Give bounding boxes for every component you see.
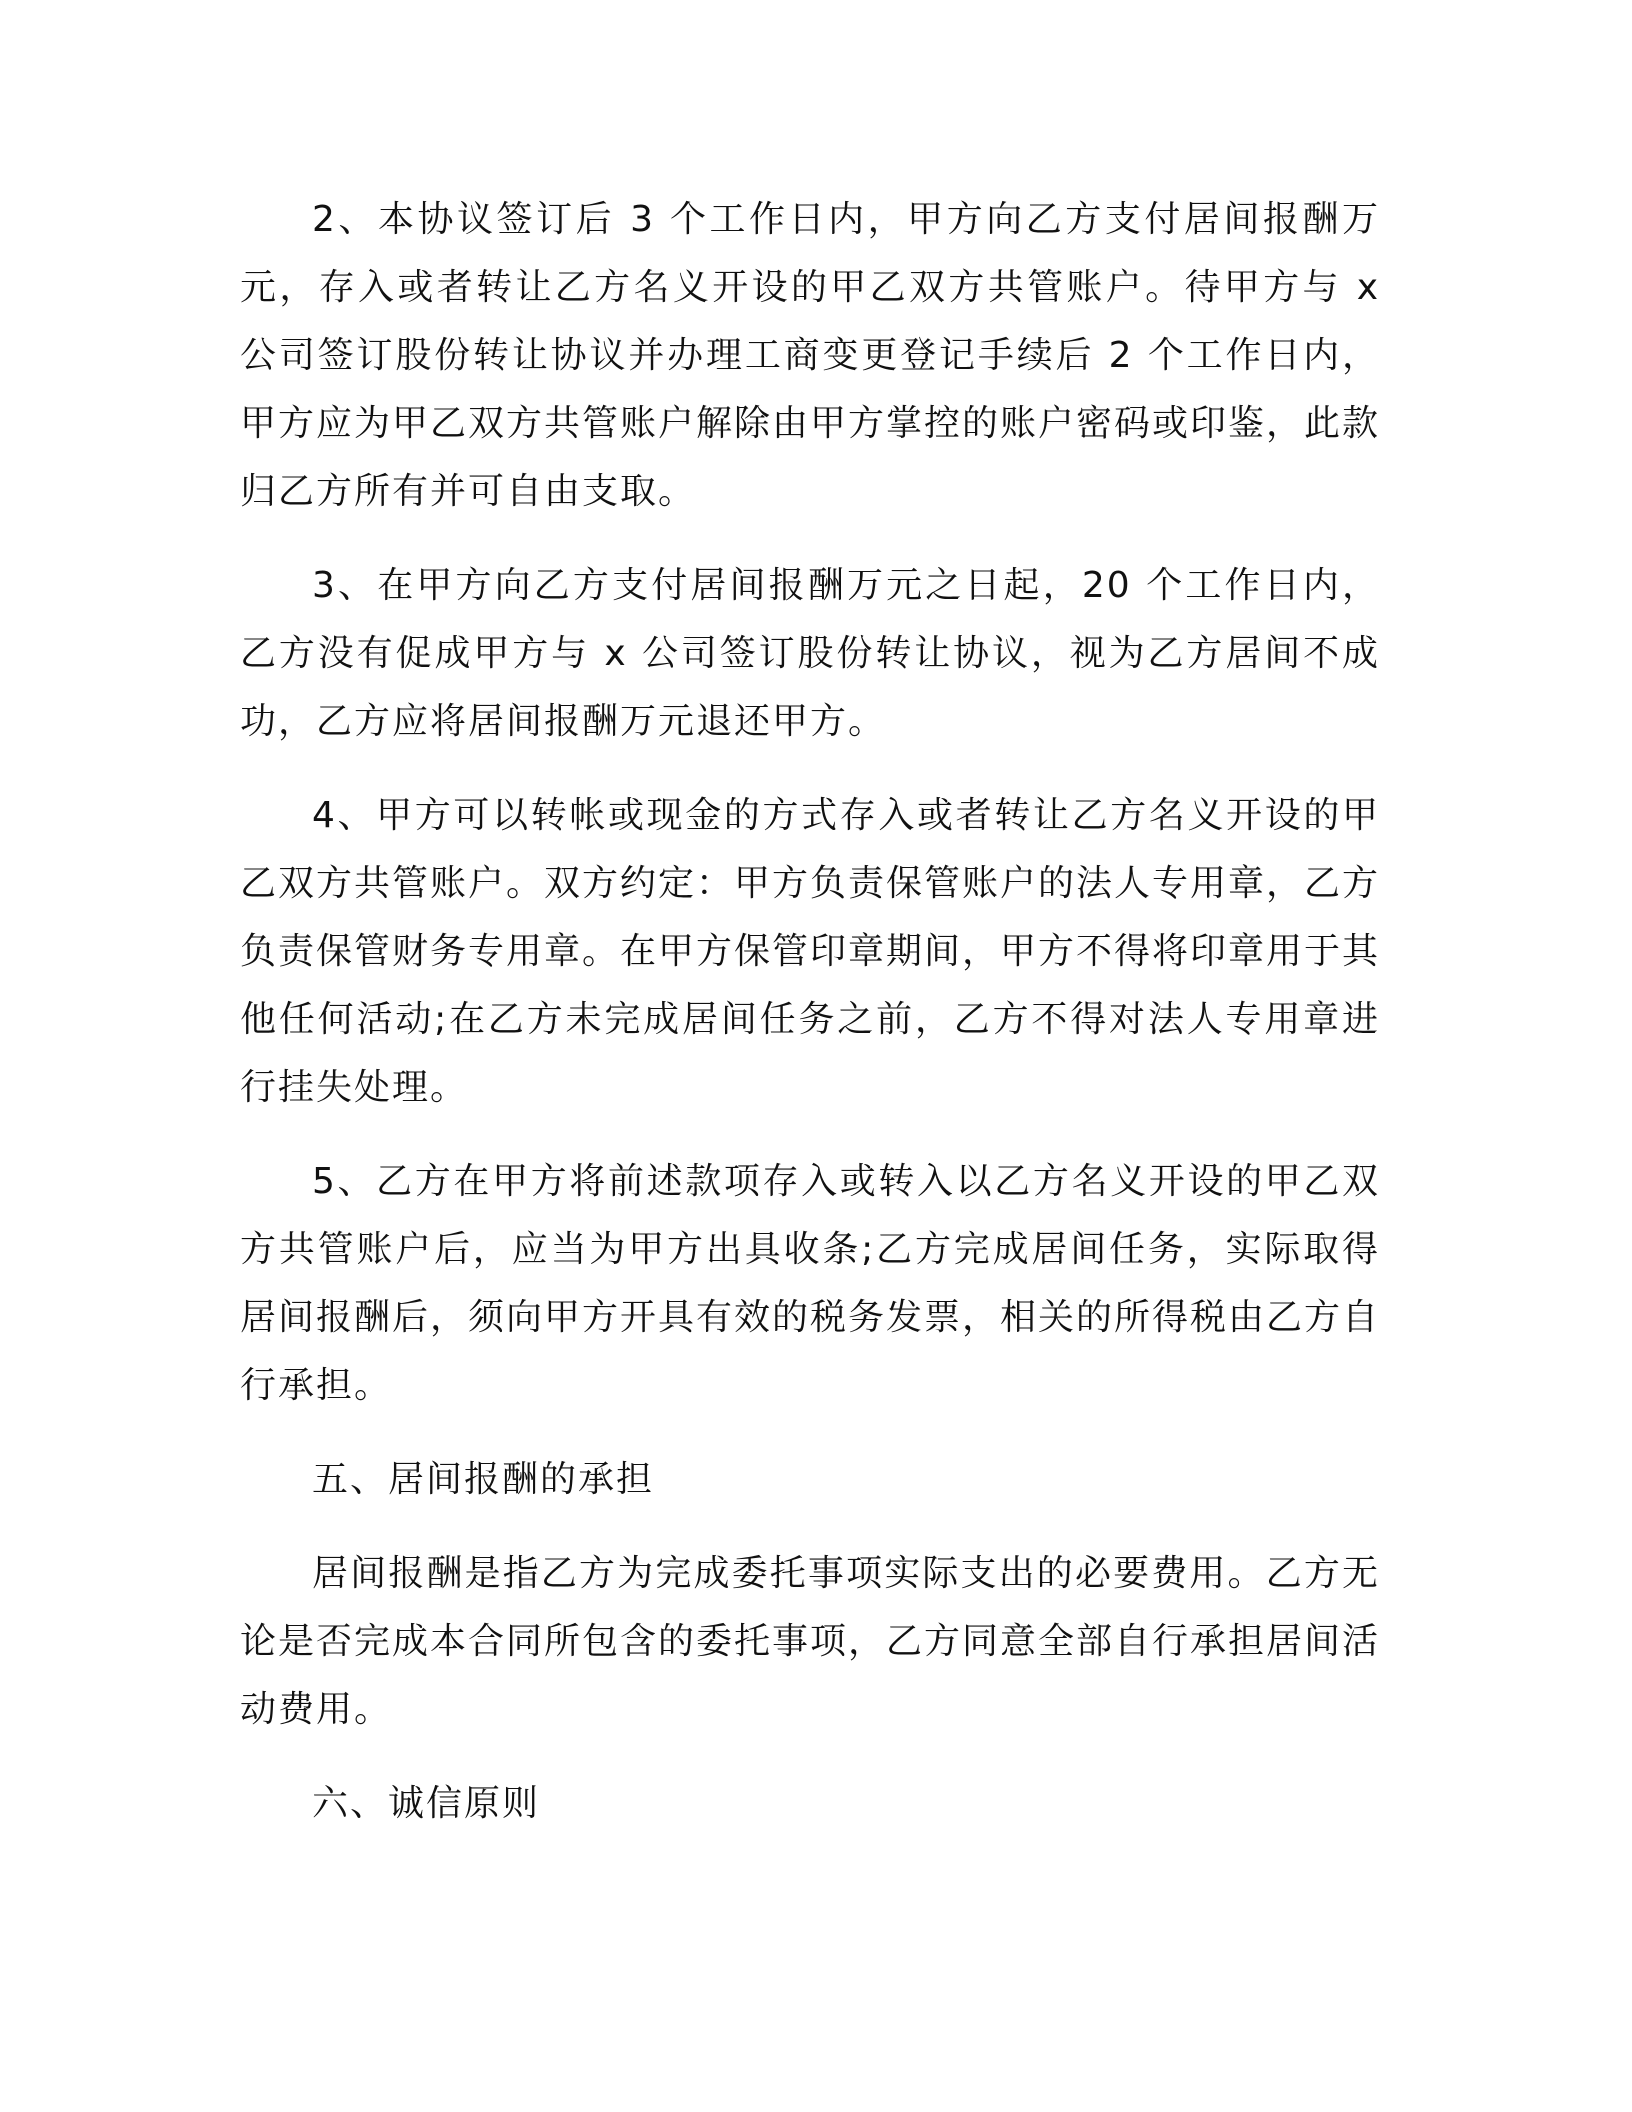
section-5-heading: 五、居间报酬的承担 bbox=[312, 1459, 655, 1500]
document-body bbox=[240, 186, 1380, 1838]
section-5-body: 居间报酬是指乙方为完成委托事项实际支出的必要费用。乙方无论是否完成本合同所包含的委托事项，乙方同意全部自行承担居间活动费用。 bbox=[240, 1553, 1381, 1730]
clause-3-paragraph: 3、在甲方向乙方支付居间报酬万元之日起，20 个工作日内，乙方没有促成甲方与 x 公司签订股份转让协议，视为乙方居间不成功，乙方应将居间报酬万元退还甲方。 bbox=[240, 565, 1380, 742]
clause-5-paragraph: 5、乙方在甲方将前述款项存入或转入以乙方名义开设的甲乙双方共管账户后，应当为甲方出具收条;乙方完成居间任务，实际取得居间报酬后，须向甲方开具有效的税务发票，相关的所得税由乙方自行承担。 bbox=[240, 1161, 1381, 1406]
clause-2-paragraph: 2、本协议签订后 3 个工作日内，甲方向乙方支付居间报酬万元，存入或者转让乙方名义开设的甲乙双方共管账户。待甲方与 x 公司签订股份转让协议并办理工商变更登记手续后 2 个工作日内，甲方应为甲乙双方共管账户解除由甲方掌控的账户密码或印鉴，此款归乙方所有并可自由支取。 bbox=[240, 199, 1381, 512]
section-6-heading: 六、诚信原则 bbox=[312, 1783, 541, 1824]
clause-4-paragraph: 4、甲方可以转帐或现金的方式存入或者转让乙方名义开设的甲乙双方共管账户。双方约定：甲方负责保管账户的法人专用章，乙方负责保管财务专用章。在甲方保管印章期间，甲方不得将印章用于其他任何活动;在乙方未完成居间任务之前，乙方不得对法人专用章进行挂失处理。 bbox=[240, 795, 1381, 1108]
